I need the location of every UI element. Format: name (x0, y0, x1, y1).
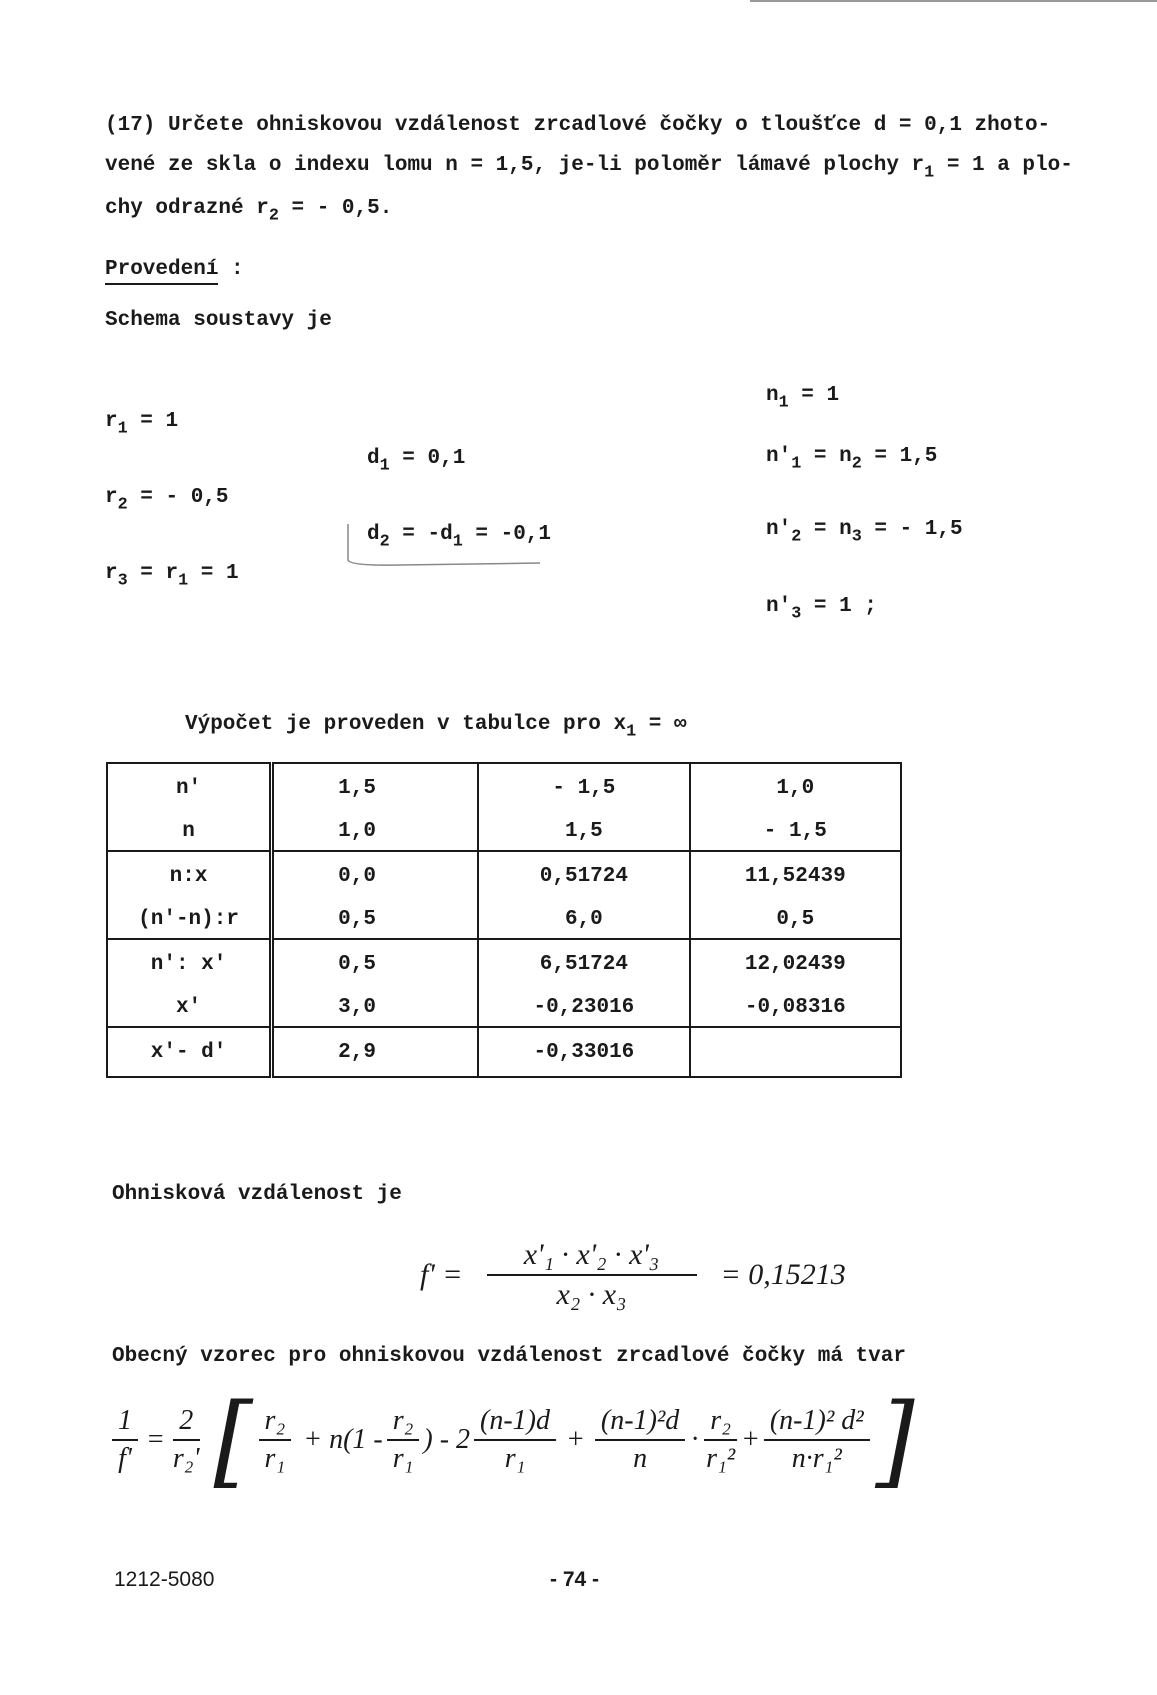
table-row (107, 763, 901, 812)
table-cell: 0,5 (776, 907, 815, 931)
focal-numerator: x'₁ · x'₂ · x'₃ (487, 1238, 697, 1276)
focal-fraction (487, 1238, 697, 1312)
problem-line-2: vené ze skla o indexu lomu n = 1,5, je-li poloměr lámavé plochy $r_1 = 1$ a plo- (105, 154, 1073, 183)
term-1: $\frac{\text{r₂}}{\text{r₁}}$ (259, 1405, 292, 1475)
table-cell: 6,51724 (478, 939, 689, 988)
index-n1-prime: $n'_1 = n_2 = 1,5$ (766, 445, 938, 474)
focal-lhs: f' = (420, 1258, 463, 1291)
row-label: x' (107, 988, 272, 1027)
term-5: $\frac{\text{r₂}}{\text{r₁²}}$ (706, 1405, 736, 1474)
table-cell: 1,5 (478, 812, 689, 851)
table-row (107, 900, 901, 939)
table-row (107, 812, 901, 851)
row-label: n (107, 812, 272, 851)
focal-label: Ohnisková vzdálenost je (112, 1183, 402, 1206)
right-bracket: ] (875, 1381, 915, 1499)
radius-r1: $r_1 = 1$ (105, 410, 179, 439)
table-cell: 0,0 (272, 851, 479, 900)
thickness-d1: $d_1 = 0,1$ (367, 447, 466, 476)
table-cell: 1,5 (272, 763, 479, 812)
term-6: $\frac{\text{(n-1)² d²}}{\text{n·r₁²}}$ (764, 1405, 870, 1475)
scheme-label: Schema soustavy je (105, 309, 332, 332)
plus-sign: + (566, 1424, 585, 1455)
calc-intro: Výpočet je proveden v tabulce pro $x_1$ = ∞ (185, 713, 687, 742)
table-cell: -0,08316 (744, 995, 846, 1019)
table-cell: 11,52439 (690, 851, 901, 900)
page-number: - 74 - (550, 1568, 600, 1591)
term-lhs: $\frac{1}{f'}$ (112, 1405, 138, 1475)
term-2-suffix: ) - 2 (423, 1424, 471, 1455)
term-2: $\frac{\text{r₂}}{\text{r₁}}$ (387, 1405, 420, 1475)
pencil-mark (340, 520, 560, 570)
left-bracket: [ (213, 1381, 253, 1499)
focal-denominator: x₂ · x₃ (556, 1278, 627, 1311)
index-n3-prime: $n'_3 = 1$ ; (766, 595, 877, 624)
general-label: Obecný vzorec pro ohniskovou vzdálenost zrcadlové čočky má tvar (112, 1345, 906, 1368)
table-cell: 0,51724 (478, 851, 689, 900)
equals-sign: = (146, 1424, 165, 1455)
table-cell: 0,5 (272, 900, 479, 939)
scan-edge (750, 0, 1157, 2)
table-cell: 2,9 (272, 1027, 479, 1077)
table-row (107, 988, 901, 1027)
row-label: n': x' (107, 939, 272, 988)
footer-code: 1212-5080 (114, 1568, 215, 1591)
table-row (107, 939, 901, 988)
section-heading: Provedení : (105, 258, 244, 281)
term-4: $\frac{\text{(n-1)²d}}{n}$ (595, 1405, 685, 1475)
row-label: n' (107, 763, 272, 812)
table-cell: 1,0 (690, 763, 901, 812)
thickness-d2: $d_2 = -d_1 = -0,1$ (367, 523, 551, 552)
row-label: n:x (107, 851, 272, 900)
table-cell (690, 1027, 901, 1077)
table-row (107, 1027, 901, 1077)
radius-r3: $r_3 = r_1 = 1$ (105, 562, 239, 591)
term-coefficient: $\frac{2}{\text{r₂'}}$ (172, 1405, 200, 1474)
table-cell: 0,5 (272, 939, 479, 988)
table-cell: 6,0 (478, 900, 689, 939)
index-n1: $n_1 = 1$ (766, 384, 840, 413)
focal-formula (420, 1230, 846, 1320)
table-cell: 1,0 (272, 812, 479, 851)
calculation-table (106, 762, 902, 1078)
problem-line-1: (17) Určete ohniskovou vzdálenost zrcadlové čočky o tloušťce d = 0,1 zhoto- (105, 114, 1051, 137)
problem-line-3: chy odrazné $r_2$ = - 0,5. (105, 197, 393, 226)
row-label: (n'-n):r (107, 900, 272, 939)
dot-sign: · (691, 1424, 699, 1455)
focal-result: = 0,15213 (720, 1258, 846, 1291)
table-cell: -0,33016 (478, 1027, 689, 1077)
table-cell: 12,02439 (690, 939, 901, 988)
plus-sign: + (740, 1424, 760, 1455)
term-2-prefix: + n(1 - (303, 1424, 383, 1455)
table-cell: - 1,5 (478, 763, 689, 812)
table-cell: 3,0 (272, 988, 479, 1027)
table-cell: - 1,5 (763, 819, 827, 843)
general-formula (112, 1381, 1032, 1499)
term-3: $\frac{(n-1)d}{\text{r₁}}$ (474, 1405, 556, 1475)
row-label: x'- d' (107, 1027, 272, 1077)
table-row (107, 851, 901, 900)
radius-r2: $r_2$ = - 0,5 (105, 486, 229, 515)
index-n2-prime: $n'_2 = n_3$ = - 1,5 (766, 518, 963, 547)
table-cell: -0,23016 (478, 988, 689, 1027)
